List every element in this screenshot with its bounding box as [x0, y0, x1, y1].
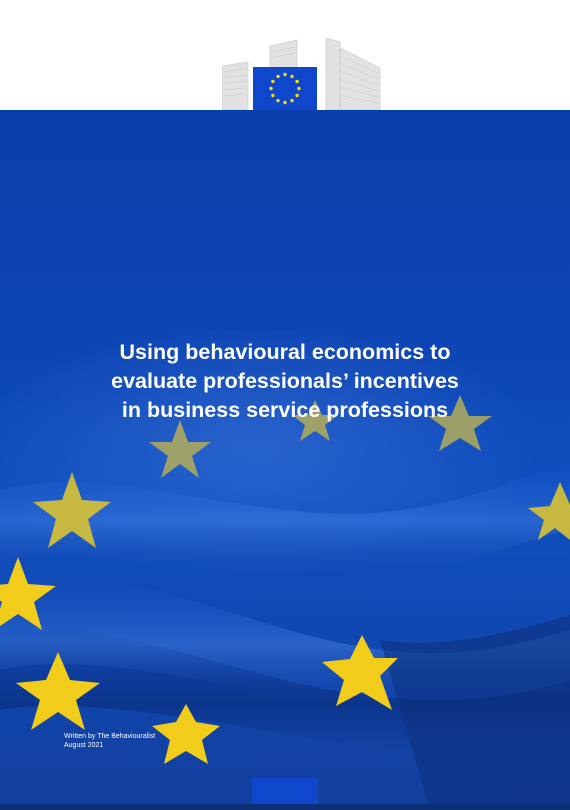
title-line-2: evaluate professionals’ incentives [111, 369, 459, 393]
eu-flag-icon [253, 67, 317, 110]
waving-eu-flag-image [0, 110, 570, 810]
title-line-1: Using behavioural economics to [119, 340, 451, 364]
title-line-3: in business service professions [121, 398, 449, 422]
credits [64, 733, 155, 750]
date-line: August 2021 [64, 741, 104, 749]
author-line: Written by The Behaviouralist [64, 733, 156, 740]
eu-flag-footer-icon [252, 778, 318, 804]
bottom-strip [0, 804, 570, 810]
document-title [40, 338, 530, 425]
